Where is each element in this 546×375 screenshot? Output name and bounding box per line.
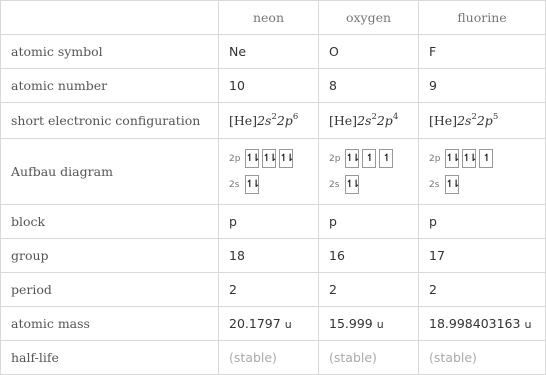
oxygen-group: 16	[319, 239, 419, 273]
orbital-box: ↿	[379, 149, 393, 168]
neon-atomic-mass	[219, 307, 319, 341]
row-label-atomic-mass: atomic mass	[1, 307, 219, 341]
p-orbital-label: 2p	[229, 153, 241, 164]
config-s-exponent: 2	[471, 112, 477, 122]
table-row	[1, 139, 546, 205]
config-core: [He]	[429, 113, 458, 128]
orbital-box: ↿⇂	[245, 149, 259, 168]
header-neon: neon	[219, 1, 319, 35]
orbital-box: ↿	[479, 149, 493, 168]
p-orbital-label: 2p	[429, 153, 441, 164]
oxygen-atomic-symbol: O	[319, 35, 419, 69]
mass-unit: u	[284, 318, 292, 331]
config-p-orbital: 2p	[276, 113, 293, 128]
config-p-exponent: 5	[492, 112, 499, 122]
config-s-exponent: 2	[271, 112, 277, 122]
config-s-exponent: 2	[371, 112, 377, 122]
header-fluorine: fluorine	[419, 1, 546, 35]
table-row	[1, 307, 546, 341]
neon-block: p	[219, 205, 319, 239]
orbital-box: ↿⇂	[279, 149, 293, 168]
fluorine-half-life: (stable)	[419, 341, 546, 375]
oxygen-electron-configuration	[319, 103, 419, 139]
row-label-electron-configuration: short electronic configuration	[1, 103, 219, 139]
fluorine-aufbau-diagram	[419, 139, 546, 205]
header-row	[1, 1, 546, 35]
mass-value: 18.998403163	[429, 316, 521, 331]
row-label-half-life: half-life	[1, 341, 219, 375]
config-p-exponent: 6	[292, 112, 299, 122]
s-orbital-label: 2s	[229, 179, 240, 190]
orbital-box: ↿⇂	[345, 149, 359, 168]
p-orbital-row	[329, 146, 408, 172]
oxygen-block: p	[319, 205, 419, 239]
p-orbital-row	[429, 146, 535, 172]
orbital-box: ↿⇂	[462, 149, 476, 168]
config-s-orbital: 2s	[257, 113, 272, 128]
fluorine-atomic-number: 9	[419, 69, 546, 103]
table-row	[1, 341, 546, 375]
p-orbital-label: 2p	[329, 153, 341, 164]
neon-period: 2	[219, 273, 319, 307]
fluorine-atomic-symbol: F	[419, 35, 546, 69]
oxygen-period: 2	[319, 273, 419, 307]
config-p-orbital: 2p	[476, 113, 493, 128]
s-orbital-row	[329, 172, 408, 198]
table-row	[1, 35, 546, 69]
row-label-aufbau-diagram: Aufbau diagram	[1, 139, 219, 205]
config-p-orbital: 2p	[376, 113, 393, 128]
config-s-orbital: 2s	[457, 113, 472, 128]
oxygen-aufbau-diagram	[319, 139, 419, 205]
mass-unit: u	[524, 318, 532, 331]
oxygen-atomic-number: 8	[319, 69, 419, 103]
fluorine-group: 17	[419, 239, 546, 273]
neon-half-life: (stable)	[219, 341, 319, 375]
fluorine-period: 2	[419, 273, 546, 307]
s-orbital-row	[229, 172, 308, 198]
row-label-atomic-number: atomic number	[1, 69, 219, 103]
p-orbital-row	[229, 146, 308, 172]
mass-value: 15.999	[329, 316, 373, 331]
neon-electron-configuration	[219, 103, 319, 139]
fluorine-electron-configuration	[419, 103, 546, 139]
orbital-box: ↿⇂	[445, 175, 459, 194]
row-label-period: period	[1, 273, 219, 307]
oxygen-atomic-mass	[319, 307, 419, 341]
config-core: [He]	[329, 113, 358, 128]
config-p-exponent: 4	[392, 112, 399, 122]
neon-atomic-symbol: Ne	[219, 35, 319, 69]
oxygen-half-life: (stable)	[319, 341, 419, 375]
table-row	[1, 239, 546, 273]
table-row	[1, 273, 546, 307]
s-orbital-label: 2s	[329, 179, 340, 190]
config-core: [He]	[229, 113, 258, 128]
orbital-box: ↿⇂	[245, 175, 259, 194]
config-s-orbital: 2s	[357, 113, 372, 128]
mass-value: 20.1797	[229, 316, 281, 331]
row-label-block: block	[1, 205, 219, 239]
orbital-box: ↿⇂	[445, 149, 459, 168]
header-empty-cell	[1, 1, 219, 35]
neon-group: 18	[219, 239, 319, 273]
table-row	[1, 103, 546, 139]
table-row	[1, 205, 546, 239]
s-orbital-row	[429, 172, 535, 198]
header-oxygen: oxygen	[319, 1, 419, 35]
s-orbital-label: 2s	[429, 179, 440, 190]
mass-unit: u	[376, 318, 384, 331]
fluorine-atomic-mass	[419, 307, 546, 341]
orbital-box: ↿⇂	[345, 175, 359, 194]
orbital-box: ↿	[362, 149, 376, 168]
row-label-atomic-symbol: atomic symbol	[1, 35, 219, 69]
neon-aufbau-diagram	[219, 139, 319, 205]
neon-atomic-number: 10	[219, 69, 319, 103]
orbital-box: ↿⇂	[262, 149, 276, 168]
row-label-group: group	[1, 239, 219, 273]
table-row	[1, 69, 546, 103]
fluorine-block: p	[419, 205, 546, 239]
